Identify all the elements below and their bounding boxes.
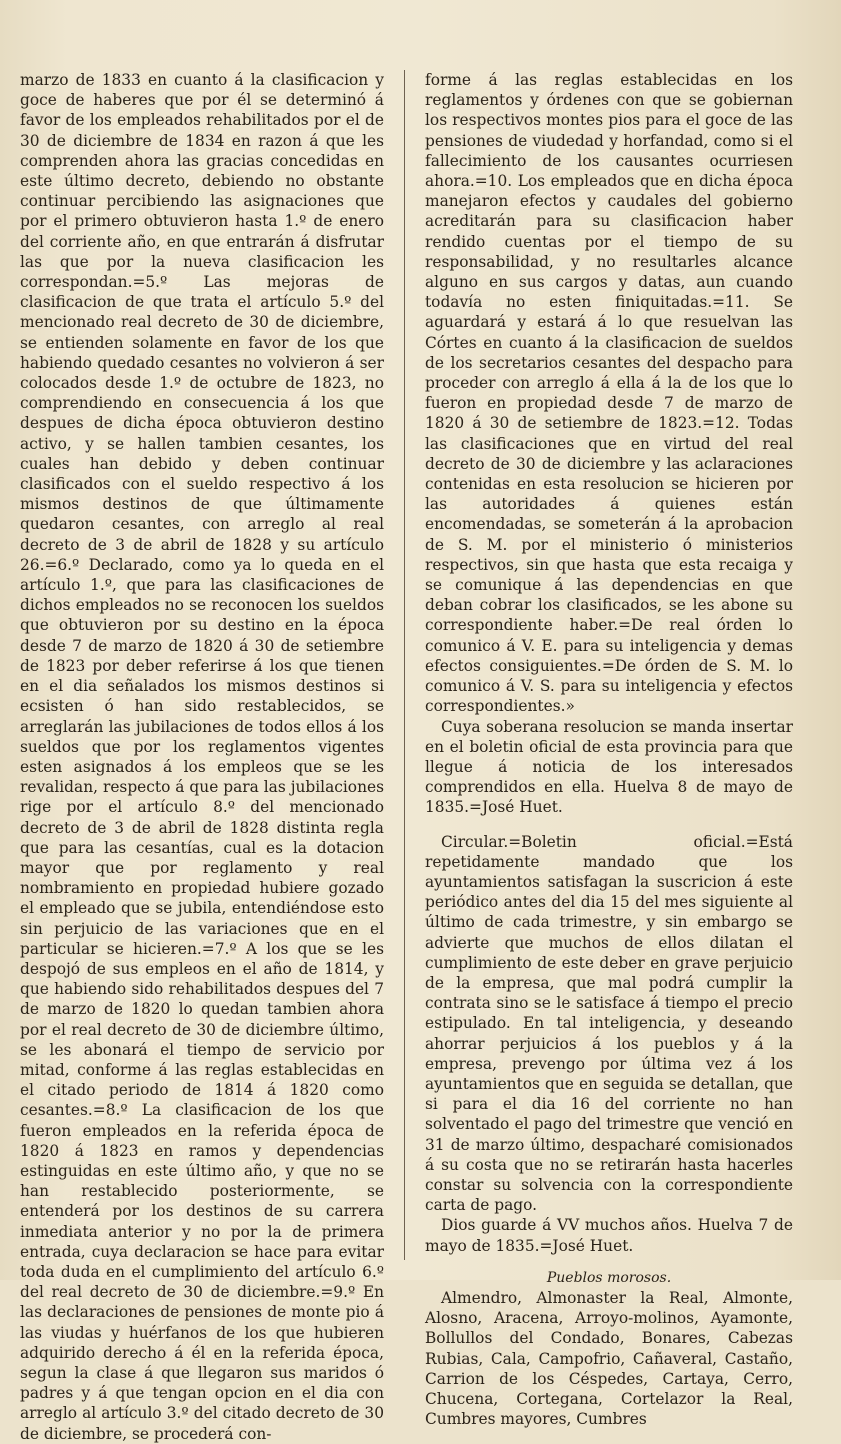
circular-notice: Circular.=Boletin oficial.=Está repetidamente mandado que los ayuntamientos satisfagan la suscricion á este periódico antes del dia 15 del mes siguiente al último de cada trimestre, y sin embargo se advierte que muchos de ellos dilatan el cumplimiento de este deber en grave perjuicio de la empresa, que mal podrá cumplir la contrata sino se le satisface á tiempo el precio estipulado. En tal inteligencia, y deseando ahorrar perjuicios á los pueblos y á la empresa, prevengo por última vez á los ayuntamientos que en seguida se detallan, que si para el dia 16 del corriente no han solventado el pago del trimestre que venció en 31 de marzo último, despacharé comisionados á su costa que no se retirarán hasta hacerles constar su solvencia con la correspondiente carta de pago. — [425, 832, 793, 1215]
section-heading: Pueblos morosos. — [546, 1269, 672, 1286]
left-column — [20, 70, 384, 1444]
right-column — [425, 70, 793, 1429]
closing-signature: Dios guarde á VV muchos años. Huelva 7 de mayo de 1835.=José Huet. — [425, 1216, 793, 1255]
column-divider — [404, 70, 405, 1260]
royal-order-continuation: forme á las reglas establecidas en los reglamentos y órdenes con que se gobiernan los respectivos montes pios para el goce de las pensiones de viudedad y horfandad, como si el fallecimiento de los causantes ocurriesen ahora.=10. Los empleados que en dicha época manejaron efectos y caudales del gobierno acreditarán para su clasificacion haber rendido cuentas por el tiempo de su responsabilidad, y no resultarles alcance alguno en sus cargos y datas, aun cuando todavía no esten finiquitadas.=11. Se aguardará y estará á lo que resuelvan las Córtes en cuanto á la clasificacion de sueldos de los secretarios cesantes del despacho para proceder con arreglo á ella á la de los que lo fueron en propiedad desde 7 de marzo de 1820 á 30 de setiembre de 1823.=12. Todas las clasificaciones que en virtud del real decreto de 30 de diciembre y las aclaraciones contenidas en esta resolucion se hicieren por las autoridades á quienes están encomendadas, se someterán á la aprobacion de S. M. por el ministerio ó ministerios respectivos, sin que hasta que esta recaiga y se comunique á las dependencias en que deban cobrar los clasificados, se les abone su correspondiente haber.=De real órden lo comunico á V. E. para su inteligencia y demas efectos consiguientes.=De órden de S. M. lo comunico á V. S. para su inteligencia y efectos correspondientes.» — [425, 71, 793, 716]
insertion-notice: Cuya soberana resolucion se manda insertar en el boletin oficial de esta provincia para que llegue á noticia de los interesados comprendidos en ella. Huelva 8 de mayo de 1835.=José Huet. — [425, 717, 793, 817]
towns-list: Almendro, Almonaster la Real, Almonte, Alosno, Aracena, Arroyo-molinos, Ayamonte, Bollullos del Condado, Bonares, Cabezas Rubias, Cala, Campofrio, Cañaveral, Castaño, Carrion de los Céspedes, Cartaya, Cerro, Chucena, Cortegana, Cortelazor la Real, Cumbres mayores, Cumbres — [425, 1288, 793, 1429]
left-column-text: marzo de 1833 en cuanto á la clasificacion y goce de haberes que por él se determinó á favor de los empleados rehabilitados por el de 30 de diciembre de 1834 en razon á que les comprenden ahora las gracias concedidas en este último decreto, debiendo no obstante continuar percibiendo las asignaciones que por el primero obtuvieron hasta 1.º de enero del corriente año, en que entrarán á disfrutar las que por la nueva clasificacion les correspondan.=5.º Las mejoras de clasificacion de que trata el artículo 5.º del mencionado real decreto de 30 de diciembre, se entienden solamente en favor de los que habiendo quedado cesantes no volvieron á ser colocados desde 1.º de octubre de 1823, no comprendiendo en consecuencia á los que despues de dicha época obtuvieron destino activo, y se hallen tambien cesantes, los cuales han debido y deben continuar clasificados con el sueldo respectivo á los mismos destinos de que últimamente quedaron cesantes, con arreglo al real decreto de 3 de abril de 1828 y su artículo 26.=6.º Declarado, como ya lo queda en el artículo 1.º, que para las clasificaciones de dichos empleados no se reconocen los sueldos que obtuvieron por su destino en la época desde 7 de marzo de 1820 á 30 de setiembre de 1823 por deber referirse á los que tienen en el dia señalados los mismos destinos si ecsisten ó han sido restablecidos, se arreglarán las jubilaciones de todos ellos á los sueldos que por los reglamentos vigentes esten asignados á los empleos que se les revalidan, respecto á que para las jubilaciones rige por el artículo 8.º del mencionado decreto de 3 de abril de 1828 distinta regla que para las cesantías, cual es la dotacion mayor que por reglamento y real nombramiento en propiedad hubiere gozado el empleado que se jubila, entendiéndose esto sin perjuicio de las variaciones que en el particular se hicieren.=7.º A los que se les despojó de sus empleos en el año de 1814, y que habiendo sido rehabilitados despues del 7 de marzo de 1820 lo quedan tambien ahora por el real decreto de 30 de diciembre último, se les abonará el tiempo de servicio por mitad, conforme á las reglas establecidas en el citado periodo de 1814 á 1820 como cesantes.=8.º La clasificacion de los que fueron empleados en la referida época de 1820 á 1823 en ramos y dependencias estinguidas en este último año, y que no se han restablecido posteriormente, se entenderá por los destinos de su carrera inmediata anterior y no por la de primera entrada, cuya declaracion se hace para evitar toda duda en el cumplimiento del artículo 6.º del real decreto de 30 de diciembre.=9.º En las declaraciones de pensiones de monte pio á las viudas y huérfanos de los que hubieren adquirido derecho á él en la referida época, segun la clase á que llegaron sus maridos ó padres y á que tengan opcion en el dia con arreglo al artículo 3.º del citado decreto de 30 de diciembre, se procederá con- — [20, 71, 384, 1443]
